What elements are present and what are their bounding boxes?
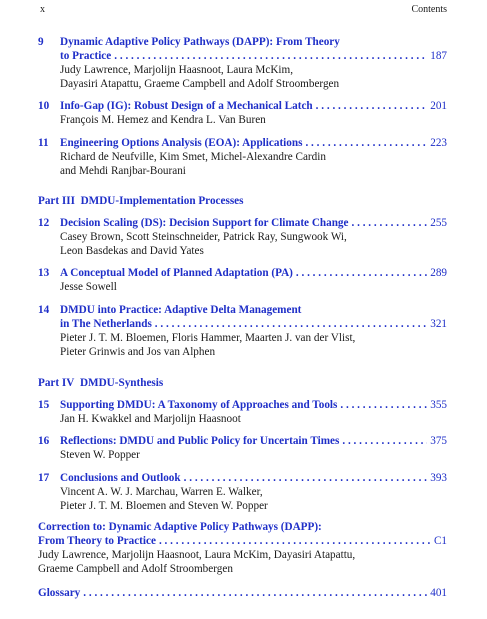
authors: Jesse Sowell [60, 281, 117, 293]
part-heading[interactable] [38, 194, 447, 208]
chapter-title-cont[interactable]: to Practice [60, 50, 112, 62]
glossary-entry[interactable] [38, 586, 447, 600]
authors: Pieter J. T. M. Bloemen, Floris Hammer, Maarten J. van der Vlist, [60, 332, 356, 344]
part-heading[interactable] [38, 376, 447, 390]
authors: Jan H. Kwakkel and Marjolijn Haasnoot [60, 413, 241, 425]
authors: Leon Basdekas and David Yates [60, 245, 204, 257]
chapter-title[interactable]: Reflections: DMDU and Public Policy for Uncertain Times [60, 435, 340, 447]
leader-dots [184, 471, 428, 485]
chapter-title[interactable]: A Conceptual Model of Planned Adaptation (PA) [60, 267, 293, 279]
authors: Pieter Grinwis and Jos van Alphen [60, 346, 216, 358]
toc-entry[interactable] [38, 266, 447, 294]
toc-entry[interactable] [38, 99, 447, 127]
chapter-title[interactable]: Decision Scaling (DS): Decision Support for Climate Change [60, 217, 349, 229]
chapter-title-cont[interactable]: in The Netherlands [60, 318, 152, 330]
part-title: DMDU-Synthesis [79, 377, 164, 389]
authors: and Mehdi Ranjbar-Bourani [60, 165, 186, 177]
leader-dots [155, 317, 427, 331]
authors: Vincent A. W. J. Marchau, Warren E. Walker, [60, 486, 263, 498]
toc-entry[interactable] [38, 136, 447, 178]
page-ref[interactable]: 375 [430, 435, 447, 447]
authors: Steven W. Popper [60, 449, 140, 461]
authors: Graeme Campbell and Adolf Stroombergen [38, 563, 233, 575]
running-head: Contents [411, 4, 447, 15]
chapter-number: 13 [38, 267, 50, 279]
authors: Judy Lawrence, Marjolijn Haasnoot, Laura McKim, [60, 64, 294, 76]
page-ref[interactable]: 223 [430, 137, 447, 149]
leader-dots [342, 434, 427, 448]
page-ref[interactable]: 401 [430, 587, 447, 599]
authors: Richard de Neufville, Kim Smet, Michel-Alexandre Cardin [60, 151, 326, 163]
toc-entry[interactable] [38, 398, 447, 426]
page-ref[interactable]: 355 [430, 399, 447, 411]
authors: Pieter J. T. M. Bloemen and Steven W. Popper [60, 500, 268, 512]
toc-entry[interactable] [38, 216, 447, 258]
leader-dots [296, 266, 427, 280]
toc-entry[interactable] [38, 303, 447, 359]
page-ref[interactable]: 201 [430, 100, 447, 112]
authors: Casey Brown, Scott Steinschneider, Patrick Ray, Sungwook Wi, [60, 231, 347, 243]
toc-entry[interactable] [38, 434, 447, 462]
toc-entry[interactable] [38, 35, 447, 91]
chapter-title[interactable]: Dynamic Adaptive Policy Pathways (DAPP): From Theory [60, 36, 340, 48]
chapter-number: 9 [38, 36, 44, 48]
correction-title-cont[interactable]: From Theory to Practice [38, 535, 156, 547]
part-title: DMDU-Implementation Processes [80, 195, 244, 207]
glossary-title[interactable]: Glossary [38, 587, 81, 599]
chapter-number: 15 [38, 399, 50, 411]
leader-dots [316, 99, 428, 113]
part-label: Part III [38, 195, 75, 207]
leader-dots [114, 49, 427, 63]
page-ref[interactable]: 255 [430, 217, 447, 229]
correction-entry[interactable] [38, 520, 447, 576]
chapter-number: 10 [38, 100, 50, 112]
leader-dots [340, 398, 427, 412]
page-header [40, 4, 447, 18]
leader-dots [83, 586, 427, 600]
chapter-number: 11 [38, 137, 49, 149]
chapter-number: 12 [38, 217, 50, 229]
page-ref[interactable]: 187 [430, 50, 447, 62]
chapter-title[interactable]: Supporting DMDU: A Taxonomy of Approaches and Tools [60, 399, 338, 411]
authors: François M. Hemez and Kendra L. Van Buren [60, 114, 266, 126]
authors: Judy Lawrence, Marjolijn Haasnoot, Laura McKim, Dayasiri Atapattu, [38, 549, 356, 561]
authors: Dayasiri Atapattu, Graeme Campbell and Adolf Stroombergen [60, 78, 340, 90]
chapter-number: 17 [38, 472, 50, 484]
part-label: Part IV [38, 377, 75, 389]
page-number: x [40, 4, 45, 15]
page-ref[interactable]: 321 [430, 318, 447, 330]
leader-dots [352, 216, 428, 230]
leader-dots [159, 534, 431, 548]
page-ref[interactable]: 289 [430, 267, 447, 279]
chapter-number: 14 [38, 304, 50, 316]
page-ref[interactable]: C1 [433, 535, 447, 547]
chapter-title[interactable]: Engineering Options Analysis (EOA): Applications [60, 137, 303, 149]
page-ref[interactable]: 393 [430, 472, 447, 484]
chapter-number: 16 [38, 435, 50, 447]
toc-entry[interactable] [38, 471, 447, 513]
leader-dots [305, 136, 427, 150]
chapter-title[interactable]: DMDU into Practice: Adaptive Delta Management [60, 304, 302, 316]
chapter-title[interactable]: Info-Gap (IG): Robust Design of a Mechanical Latch [60, 100, 313, 112]
correction-title[interactable]: Correction to: Dynamic Adaptive Policy Pathways (DAPP): [38, 521, 322, 533]
chapter-title[interactable]: Conclusions and Outlook [60, 472, 181, 484]
